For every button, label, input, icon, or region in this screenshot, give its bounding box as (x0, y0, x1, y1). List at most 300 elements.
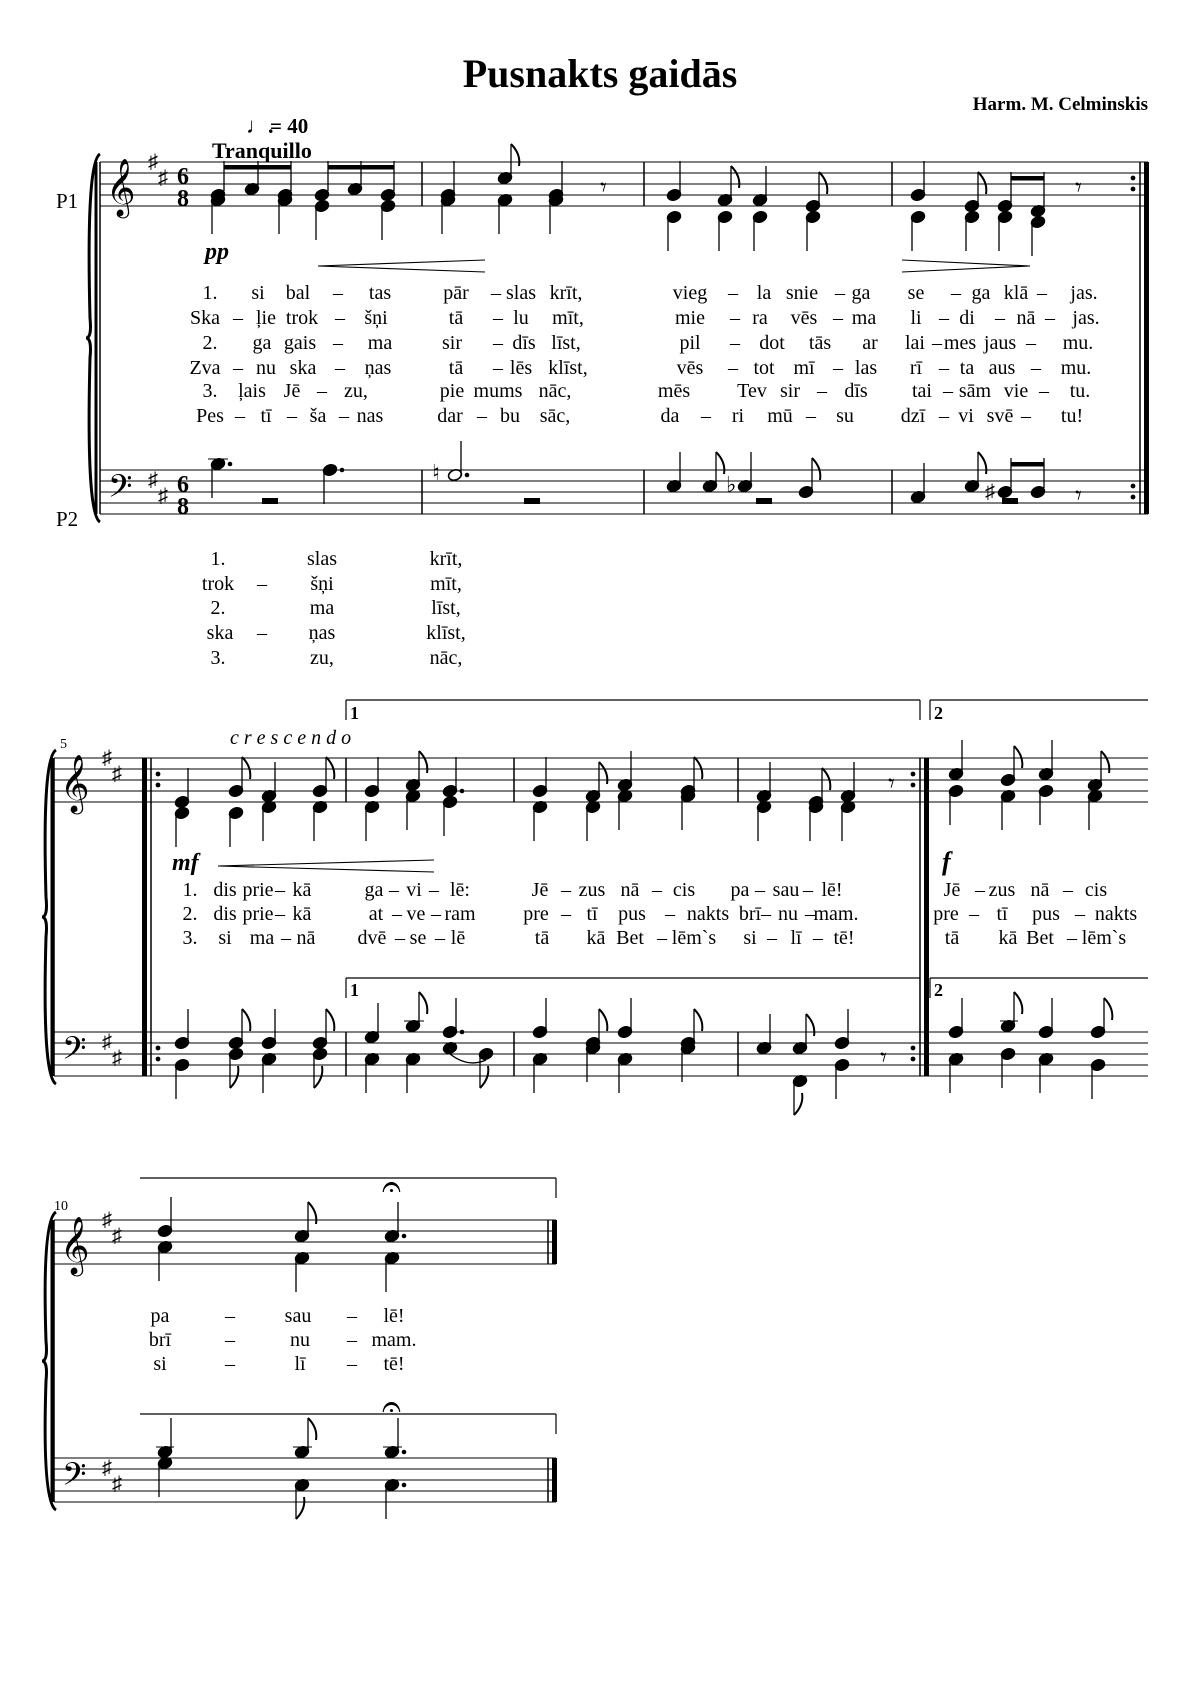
lyric: – (657, 927, 667, 949)
augmentation-dot (465, 473, 470, 478)
lyric: mu. (1062, 332, 1094, 354)
final-barline (924, 758, 929, 1076)
lyric: bu (500, 405, 520, 427)
arranger-credit: Harm. M. Celminskis (972, 94, 1148, 115)
lyric: lē (450, 927, 466, 949)
lyric: 1. (210, 548, 226, 570)
lyric: – (225, 1329, 235, 1351)
lyric: – (235, 405, 245, 427)
lyric: zus (988, 879, 1016, 901)
lyric: lēs (509, 357, 533, 379)
lyric: vi (958, 405, 974, 427)
eighth-rest: 𝄾 (600, 173, 607, 202)
lyric: ga (971, 282, 991, 304)
hairpin (318, 260, 485, 266)
key-sharp: ♯ (112, 1225, 122, 1247)
lyric: ri (731, 405, 745, 427)
treble-clef: 𝄞 (106, 159, 136, 215)
crescendo-text: c r e s c e n d o (230, 727, 352, 749)
lyric: – (995, 307, 1005, 329)
note-flag (419, 992, 427, 1014)
lyric: dzī (900, 405, 926, 427)
eighth-rest: 𝄾 (1075, 173, 1082, 202)
note-flag (812, 458, 820, 480)
note-flag (242, 757, 250, 779)
lyric: Tev (737, 380, 767, 402)
lyric: – (833, 307, 843, 329)
lyric: jas. (1072, 307, 1100, 329)
lyric: ga (252, 332, 272, 354)
hairpin (902, 260, 1030, 266)
lyric: brī (148, 1329, 172, 1351)
dynamic-pp: pp (205, 239, 229, 265)
repeat-dot (911, 783, 916, 788)
lyric: Bet (616, 927, 644, 949)
lyric: nu (290, 1329, 310, 1351)
lyric: – (335, 307, 345, 329)
lyric: 3. (210, 647, 226, 669)
lyric: – (431, 903, 441, 925)
lyric: tu. (1069, 380, 1091, 402)
lyric: vi (406, 879, 422, 901)
lyric: – (281, 927, 291, 949)
lyric: – (755, 879, 765, 901)
key-sharp: ♯ (148, 469, 158, 491)
lyric: – (803, 879, 813, 901)
bass-clef: 𝄢 (108, 470, 133, 512)
lyric: di (959, 307, 975, 329)
lyric: šņi (310, 573, 334, 595)
note-flag (296, 1497, 304, 1519)
dynamic-mf: mf (172, 850, 199, 876)
lyric: brī (738, 903, 762, 925)
lyric: mēs (657, 380, 691, 402)
lyric: rī (909, 357, 923, 379)
lyric: si (153, 1353, 167, 1375)
note-flag (326, 1009, 334, 1031)
lyric: tai (912, 380, 932, 402)
lyric: – (493, 307, 503, 329)
lyric: – (257, 622, 267, 644)
lyric: Bet (1026, 927, 1054, 949)
augmentation-dot (402, 1483, 407, 1488)
key-sharp: ♯ (148, 151, 158, 173)
lyric: snie (785, 282, 819, 304)
lyric: lī (790, 927, 802, 949)
key-sharp: ♯ (112, 1047, 122, 1069)
lyric: sir (780, 380, 800, 402)
lyric: ša (309, 405, 327, 427)
lyric: – (392, 903, 402, 925)
time-sig-top: 6 (177, 164, 189, 190)
lyric: – (225, 1305, 235, 1327)
note-flag (308, 1418, 316, 1440)
note-flag (694, 1009, 702, 1031)
sharp-sign: ♯ (985, 481, 995, 503)
lyric: – (1067, 927, 1077, 949)
lyric: – (491, 282, 501, 304)
lyric: pus (1032, 903, 1060, 925)
repeat-dot (156, 772, 161, 777)
lyric: ram (444, 903, 476, 925)
lyric: klā (1003, 282, 1029, 304)
eighth-rest: 𝄾 (1075, 481, 1082, 510)
lyric: – (493, 357, 503, 379)
lyric: pil (679, 332, 701, 354)
lyric: – (939, 357, 949, 379)
note-beam (1011, 176, 1044, 181)
note-flag (731, 166, 739, 188)
note-flag (1104, 998, 1112, 1020)
lyric: aus (988, 357, 1016, 379)
lyric: – (287, 405, 297, 427)
lyric: 2. (202, 332, 218, 354)
lyric: 1. (202, 282, 218, 304)
lyric: kā (292, 879, 312, 901)
key-sharp: ♯ (112, 1473, 122, 1495)
lyric: svē (986, 405, 1014, 427)
measure-number: 5 (60, 737, 67, 752)
hairpin (218, 866, 434, 872)
note-flag (978, 452, 986, 474)
lyric: ma (367, 332, 393, 354)
lyric: dis (213, 879, 237, 901)
repeat-dot (911, 1046, 916, 1051)
volta-label: 1 (350, 703, 359, 723)
tempo-marking: = 40 (270, 114, 309, 138)
lyric: – (233, 357, 243, 379)
lyric: vēs (790, 307, 818, 329)
lyric: tas (368, 282, 392, 304)
lyric: mū (767, 405, 793, 427)
bass-clef: 𝄢 (62, 1458, 87, 1500)
lyric: sau (772, 879, 800, 901)
note-flag (694, 757, 702, 779)
treble-clef: 𝄞 (60, 755, 90, 811)
lyric: pus (618, 903, 646, 925)
fermata: 𝄐 (382, 1169, 401, 1206)
lyric: tī (260, 405, 272, 427)
lyric: nakts (1094, 903, 1138, 925)
lyric: – (1021, 405, 1031, 427)
lyric: zu, (310, 647, 334, 669)
bass-clef: 𝄢 (62, 1032, 87, 1074)
measure-rest (1002, 498, 1018, 504)
lyric: pie (439, 380, 465, 402)
lyric: – (435, 927, 445, 949)
lyric: slas (307, 548, 337, 570)
lyric: nā (620, 879, 640, 901)
system-bracket (86, 154, 100, 522)
lyric: nu (256, 357, 276, 379)
lyric: ņas (308, 622, 336, 644)
lyric: zu, (344, 380, 368, 402)
lyric: lē: (450, 879, 470, 901)
final-barline (552, 1220, 557, 1264)
time-sig-top: 6 (177, 472, 189, 498)
lyric: – (395, 927, 405, 949)
lyric: lē! (383, 1305, 405, 1327)
lyric: dar (437, 405, 463, 427)
lyric: su (836, 405, 854, 427)
lyric: mes (943, 332, 977, 354)
lyric: ma (309, 597, 335, 619)
measure-rest (756, 498, 772, 504)
lyric: si (251, 282, 265, 304)
lyric: nu (778, 903, 798, 925)
lyric: zus (578, 879, 606, 901)
volta-label: 2 (934, 703, 943, 723)
lyric: jaus (983, 332, 1017, 354)
note-flag (599, 1009, 607, 1031)
lyric: Jē (283, 380, 301, 402)
lyric: tī (996, 903, 1008, 925)
lyric: tā (448, 307, 464, 329)
eighth-rest: 𝄾 (880, 1043, 887, 1072)
lyric: dvē (357, 927, 387, 949)
lyric: – (817, 380, 827, 402)
lyric: nakts (686, 903, 730, 925)
lyric: dot (759, 332, 785, 354)
lyric: trok (201, 573, 235, 595)
lyric: ma (249, 927, 275, 949)
lyric: sir (442, 332, 462, 354)
lyric: – (761, 903, 771, 925)
lyric: vieg (672, 282, 708, 304)
lyric: prie (242, 879, 274, 901)
lyric: da (660, 405, 680, 427)
lyric: pār (443, 282, 469, 304)
lyric: – (805, 903, 815, 925)
lyric: ņas (364, 357, 392, 379)
lyric: mam. (371, 1329, 417, 1351)
lyric: sāc, (539, 405, 571, 427)
lyric: dīs (512, 332, 536, 354)
lyric: tās (808, 332, 832, 354)
lyric: trok (285, 307, 319, 329)
lyric: Zva (189, 357, 221, 379)
lyric: mums (473, 380, 523, 402)
note-flag (806, 1014, 814, 1036)
lyric: kā (998, 927, 1018, 949)
time-sig-bottom: 8 (177, 186, 189, 212)
expression-marking: Tranquillo (212, 138, 312, 163)
lyric: – (835, 282, 845, 304)
lyric: lai (905, 332, 925, 354)
lyric: lu (513, 307, 529, 329)
lyric: ta (959, 357, 975, 379)
lyric: klīst, (548, 357, 588, 379)
lyric: – (1026, 332, 1036, 354)
note-flag (599, 762, 607, 784)
lyric: vēs (676, 357, 704, 379)
lyric: – (939, 307, 949, 329)
lyric: nas (356, 405, 384, 427)
lyric: – (943, 380, 953, 402)
lyric: šņi (364, 307, 388, 329)
lyric: cis (672, 879, 696, 901)
key-sharp: ♯ (102, 747, 112, 769)
lyric: gais (283, 332, 317, 354)
augmentation-dot (460, 1030, 465, 1035)
lyric: lē! (821, 879, 843, 901)
lyric: se (907, 282, 925, 304)
volta-label: 1 (350, 980, 359, 1000)
lyric: at (368, 903, 384, 925)
time-sig-bottom: 8 (177, 494, 189, 520)
lyric: prie (242, 903, 274, 925)
lyric: cis (1084, 879, 1108, 901)
lyric: la (756, 282, 772, 304)
lyric: – (1063, 879, 1073, 901)
tempo-note: ♩. (246, 113, 274, 138)
repeat-start-thick (142, 758, 147, 1076)
lyric: lēm`s (671, 927, 717, 949)
lyric: pa (150, 1305, 170, 1327)
lyric: kā (586, 927, 606, 949)
lyric: ga (851, 282, 871, 304)
augmentation-dot (402, 1450, 407, 1455)
lyric: – (1039, 380, 1049, 402)
note-flag (1014, 746, 1022, 768)
lyric: nāc, (538, 380, 572, 402)
lyric: ska (289, 357, 317, 379)
lyric: ra (752, 307, 768, 329)
natural-sign: ♮ (432, 460, 440, 485)
augmentation-dot (402, 1234, 407, 1239)
note-flag (230, 1066, 238, 1088)
lyric: ska (206, 622, 234, 644)
lyric: – (225, 1353, 235, 1375)
lyric: – (932, 332, 942, 354)
note-flag (1101, 751, 1109, 773)
dynamic-f: f (942, 847, 951, 876)
note-flag (794, 1093, 802, 1115)
key-sharp: ♯ (112, 763, 122, 785)
lyric: – (652, 879, 662, 901)
lyric: – (1031, 357, 1041, 379)
part-label-p2: P2 (56, 507, 79, 531)
lyric: – (665, 903, 675, 925)
key-sharp: ♯ (102, 1457, 112, 1479)
lyric: – (275, 879, 285, 901)
lyric: bal (285, 282, 311, 304)
repeat-dot (156, 783, 161, 788)
lyric: – (728, 357, 738, 379)
hairpin (318, 266, 485, 272)
lyric: ļais (238, 380, 266, 402)
lyric: mī (793, 357, 815, 379)
lyric: si (218, 927, 232, 949)
note-flag (419, 751, 427, 773)
lyric: mīt, (552, 307, 584, 329)
key-sharp: ♯ (102, 1209, 112, 1231)
augmentation-dot (228, 462, 233, 467)
lyric: 3. (182, 927, 198, 949)
lyric: – (833, 357, 843, 379)
key-sharp: ♯ (102, 1031, 112, 1053)
lyric: – (233, 307, 243, 329)
lyric: ar (862, 332, 878, 354)
note-flag (480, 1066, 488, 1088)
repeat-dot (1131, 187, 1136, 192)
lyric: – (333, 332, 343, 354)
lyric: ve (406, 903, 426, 925)
lyric: – (275, 903, 285, 925)
lyric: – (347, 1353, 357, 1375)
lyric: – (1075, 903, 1085, 925)
augmentation-dot (340, 468, 345, 473)
lyric: – (975, 879, 985, 901)
lyric: – (317, 380, 327, 402)
lyric: 2. (182, 903, 198, 925)
lyric: tē! (833, 927, 855, 949)
note-flag (308, 1202, 316, 1224)
note-flag (822, 768, 830, 790)
lyric: – (339, 405, 349, 427)
lyric: sām (958, 380, 992, 402)
lyric: – (561, 879, 571, 901)
lyric: līst, (431, 597, 461, 619)
lyric: tu! (1060, 405, 1084, 427)
lyric: tā (944, 927, 960, 949)
repeat-dot (1131, 176, 1136, 181)
text-layer (54, 239, 1148, 1434)
lyric: si (743, 927, 757, 949)
measure-rest (262, 498, 278, 504)
note-flag (242, 1009, 250, 1031)
volta-label: 2 (934, 980, 943, 1000)
lyric: – (701, 405, 711, 427)
lyric: līst, (551, 332, 581, 354)
note-flag (1014, 992, 1022, 1014)
note-flag (716, 452, 724, 474)
hairpin (218, 860, 434, 866)
lyric: dīs (844, 380, 868, 402)
lyric: tā (448, 357, 464, 379)
lyric: – (347, 1329, 357, 1351)
staves-layer (42, 151, 1149, 1510)
lyric: mie (675, 307, 705, 329)
lyric: nā (1030, 879, 1050, 901)
lyric: nāc, (429, 647, 463, 669)
note-flag (326, 757, 334, 779)
lyric: – (333, 282, 343, 304)
lyric: lēm`s (1081, 927, 1127, 949)
lyric: klīst, (426, 622, 466, 644)
lyric: – (477, 405, 487, 427)
lyric: pre (933, 903, 959, 925)
lyric: Pes (196, 405, 224, 427)
part-label-p1: P1 (56, 189, 79, 213)
note-flag (819, 172, 827, 194)
lyric: mīt, (430, 573, 462, 595)
lyric: – (493, 332, 503, 354)
lyric: se (409, 927, 427, 949)
lyric: pre (523, 903, 549, 925)
score-title: Pusnakts gaidās (462, 51, 738, 96)
lyric: ma (851, 307, 877, 329)
lyric: – (429, 879, 439, 901)
lyric: – (1045, 307, 1055, 329)
lyric: mu. (1060, 357, 1092, 379)
lyric: nā (1016, 307, 1036, 329)
note-flag (511, 144, 519, 166)
note-beam (1011, 462, 1044, 467)
lyric: krīt, (429, 548, 463, 570)
lyric: – (1037, 282, 1047, 304)
lyric: jas. (1070, 282, 1098, 304)
